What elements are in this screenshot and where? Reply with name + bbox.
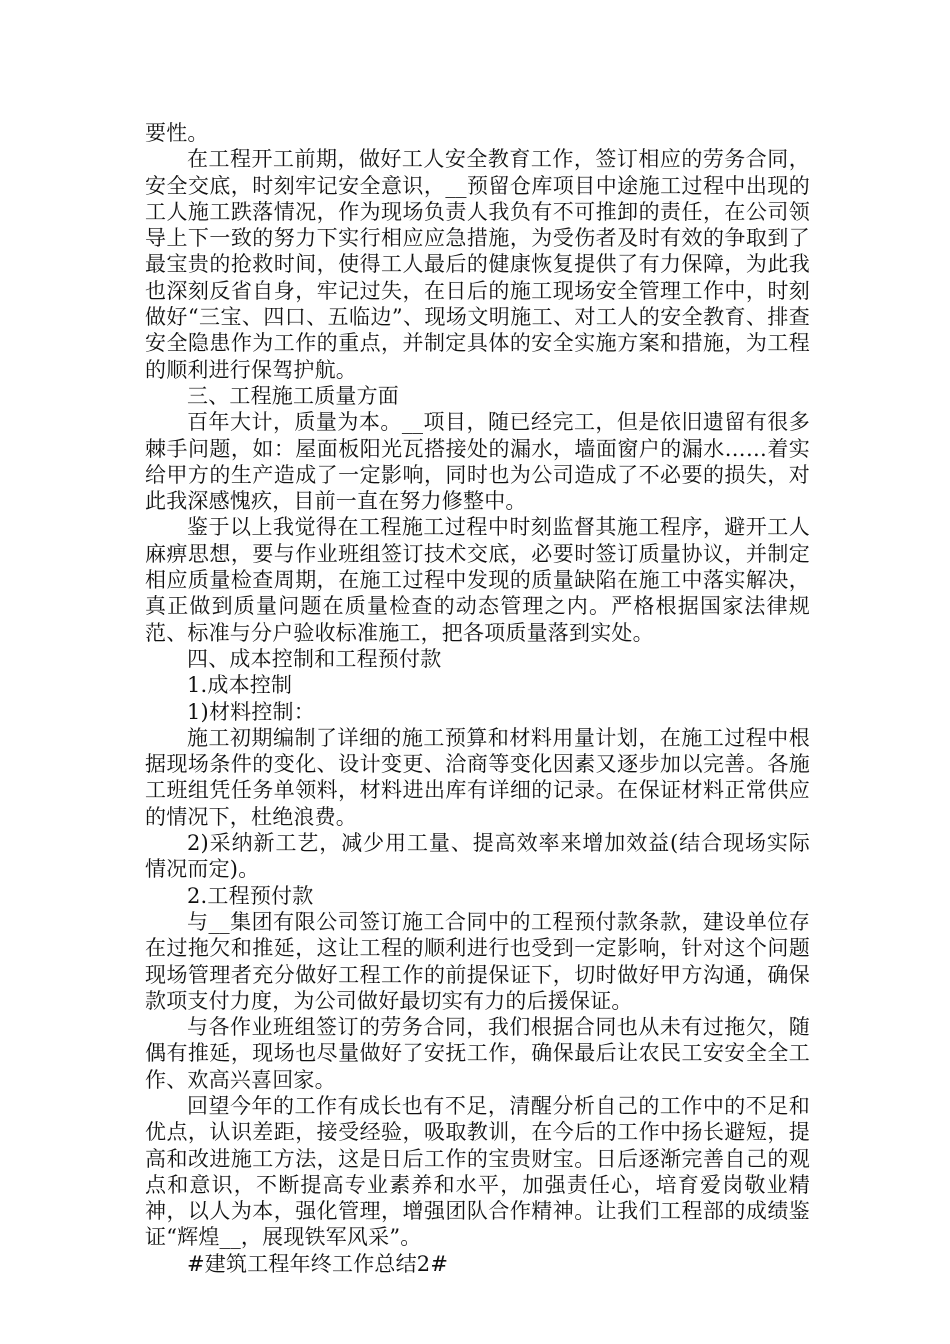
- section-heading-cost: 四、成本控制和工程预付款: [187, 646, 442, 671]
- subheading-material-control: 1)材料控制：: [187, 699, 315, 724]
- paragraph-4: 鉴于以上我觉得在工程施工过程中时刻监督其施工程序，避开工人麻痹思想，要与作业班组签订技术交底，必要时签订质量协议，并制定相应质量检查周期，在施工过程中发现的质量缺陷在施工中落实解决，真正做到质量问题在质量检查的动态管理之内。严格根据国家法律规范、标准与分户验收标准施工，把各项质量落到实处。: [145, 515, 810, 645]
- paragraph-8: 与各作业班组签订的劳务合同，我们根据合同也从未有过拖欠，随偶有推延，现场也尽量做好了安抚工作，确保最后让农民工安安全全工作、欢高兴喜回家。: [145, 1015, 810, 1092]
- subheading-prepayment: 2.工程预付款: [187, 883, 314, 908]
- paragraph-3: 百年大计，质量为本。__项目，随已经完工，但是依旧遗留有很多棘手问题，如：屋面板阳光瓦搭接处的漏水，墙面窗户的漏水……着实给甲方的生产造成了一定影响，同时也为公司造成了不必要的损失，对此我深感愧疚，目前一直在努力修整中。: [145, 410, 810, 514]
- document-body: [145, 120, 810, 1277]
- paragraph-2: 在工程开工前期，做好工人安全教育工作，签订相应的劳务合同，安全交底，时刻牢记安全意识，__预留仓库项目中途施工过程中出现的工人施工跌落情况，作为现场负责人我负有不可推卸的责任，在公司领导上下一致的努力下实行相应应急措施，为受伤者及时有效的争取到了最宝贵的抢救时间，使得工人最后的健康恢复提供了有力保障，为此我也深刻反省自身，牢记过失，在日后的施工现场安全管理工作中，时刻做好“三宝、四口、五临边”、现场文明施工、对工人的安全教育、排查安全隐患作为工作的重点，并制定具体的安全实施方案和措施，为工程的顺利进行保驾护航。: [145, 147, 810, 382]
- section-heading-summary-2: #建筑工程年终工作总结2#: [187, 1251, 449, 1276]
- paragraph-9: 回望今年的工作有成长也有不足，清醒分析自己的工作中的不足和优点，认识差距，接受经验，吸取教训，在今后的工作中扬长避短，提高和改进施工方法，这是日后工作的宝贵财宝。日后逐渐完善自己的观点和意识，不断提高专业素养和水平，加强责任心，培育爱岗敬业精神，以人为本，强化管理，增强团队合作精神。让我们工程部的成绩鉴证“辉煌__，展现铁军风采”。: [145, 1093, 810, 1250]
- paragraph-6: 2)采纳新工艺，减少用工量、提高效率来增加效益(结合现场实际情况而定)。: [145, 831, 810, 882]
- section-heading-quality: 三、工程施工质量方面: [187, 383, 399, 408]
- paragraph-5: 施工初期编制了详细的施工预算和材料用量计划，在施工过程中根据现场条件的变化、设计变更、洽商等变化因素又逐步加以完善。各施工班组凭任务单领料，材料进出库有详细的记录。在保证材料正常供应的情况下，杜绝浪费。: [145, 725, 810, 829]
- paragraph-1: 要性。: [145, 121, 209, 145]
- paragraph-7: 与__集团有限公司签订施工合同中的工程预付款条款，建设单位存在过拖欠和推延，这让工程的顺利进行也受到一定影响，针对这个问题现场管理者充分做好工程工作的前提保证下，切时做好甲方沟通，确保款项支付力度，为公司做好最切实有力的后援保证。: [145, 909, 810, 1013]
- subheading-cost-control: 1.成本控制: [187, 673, 293, 698]
